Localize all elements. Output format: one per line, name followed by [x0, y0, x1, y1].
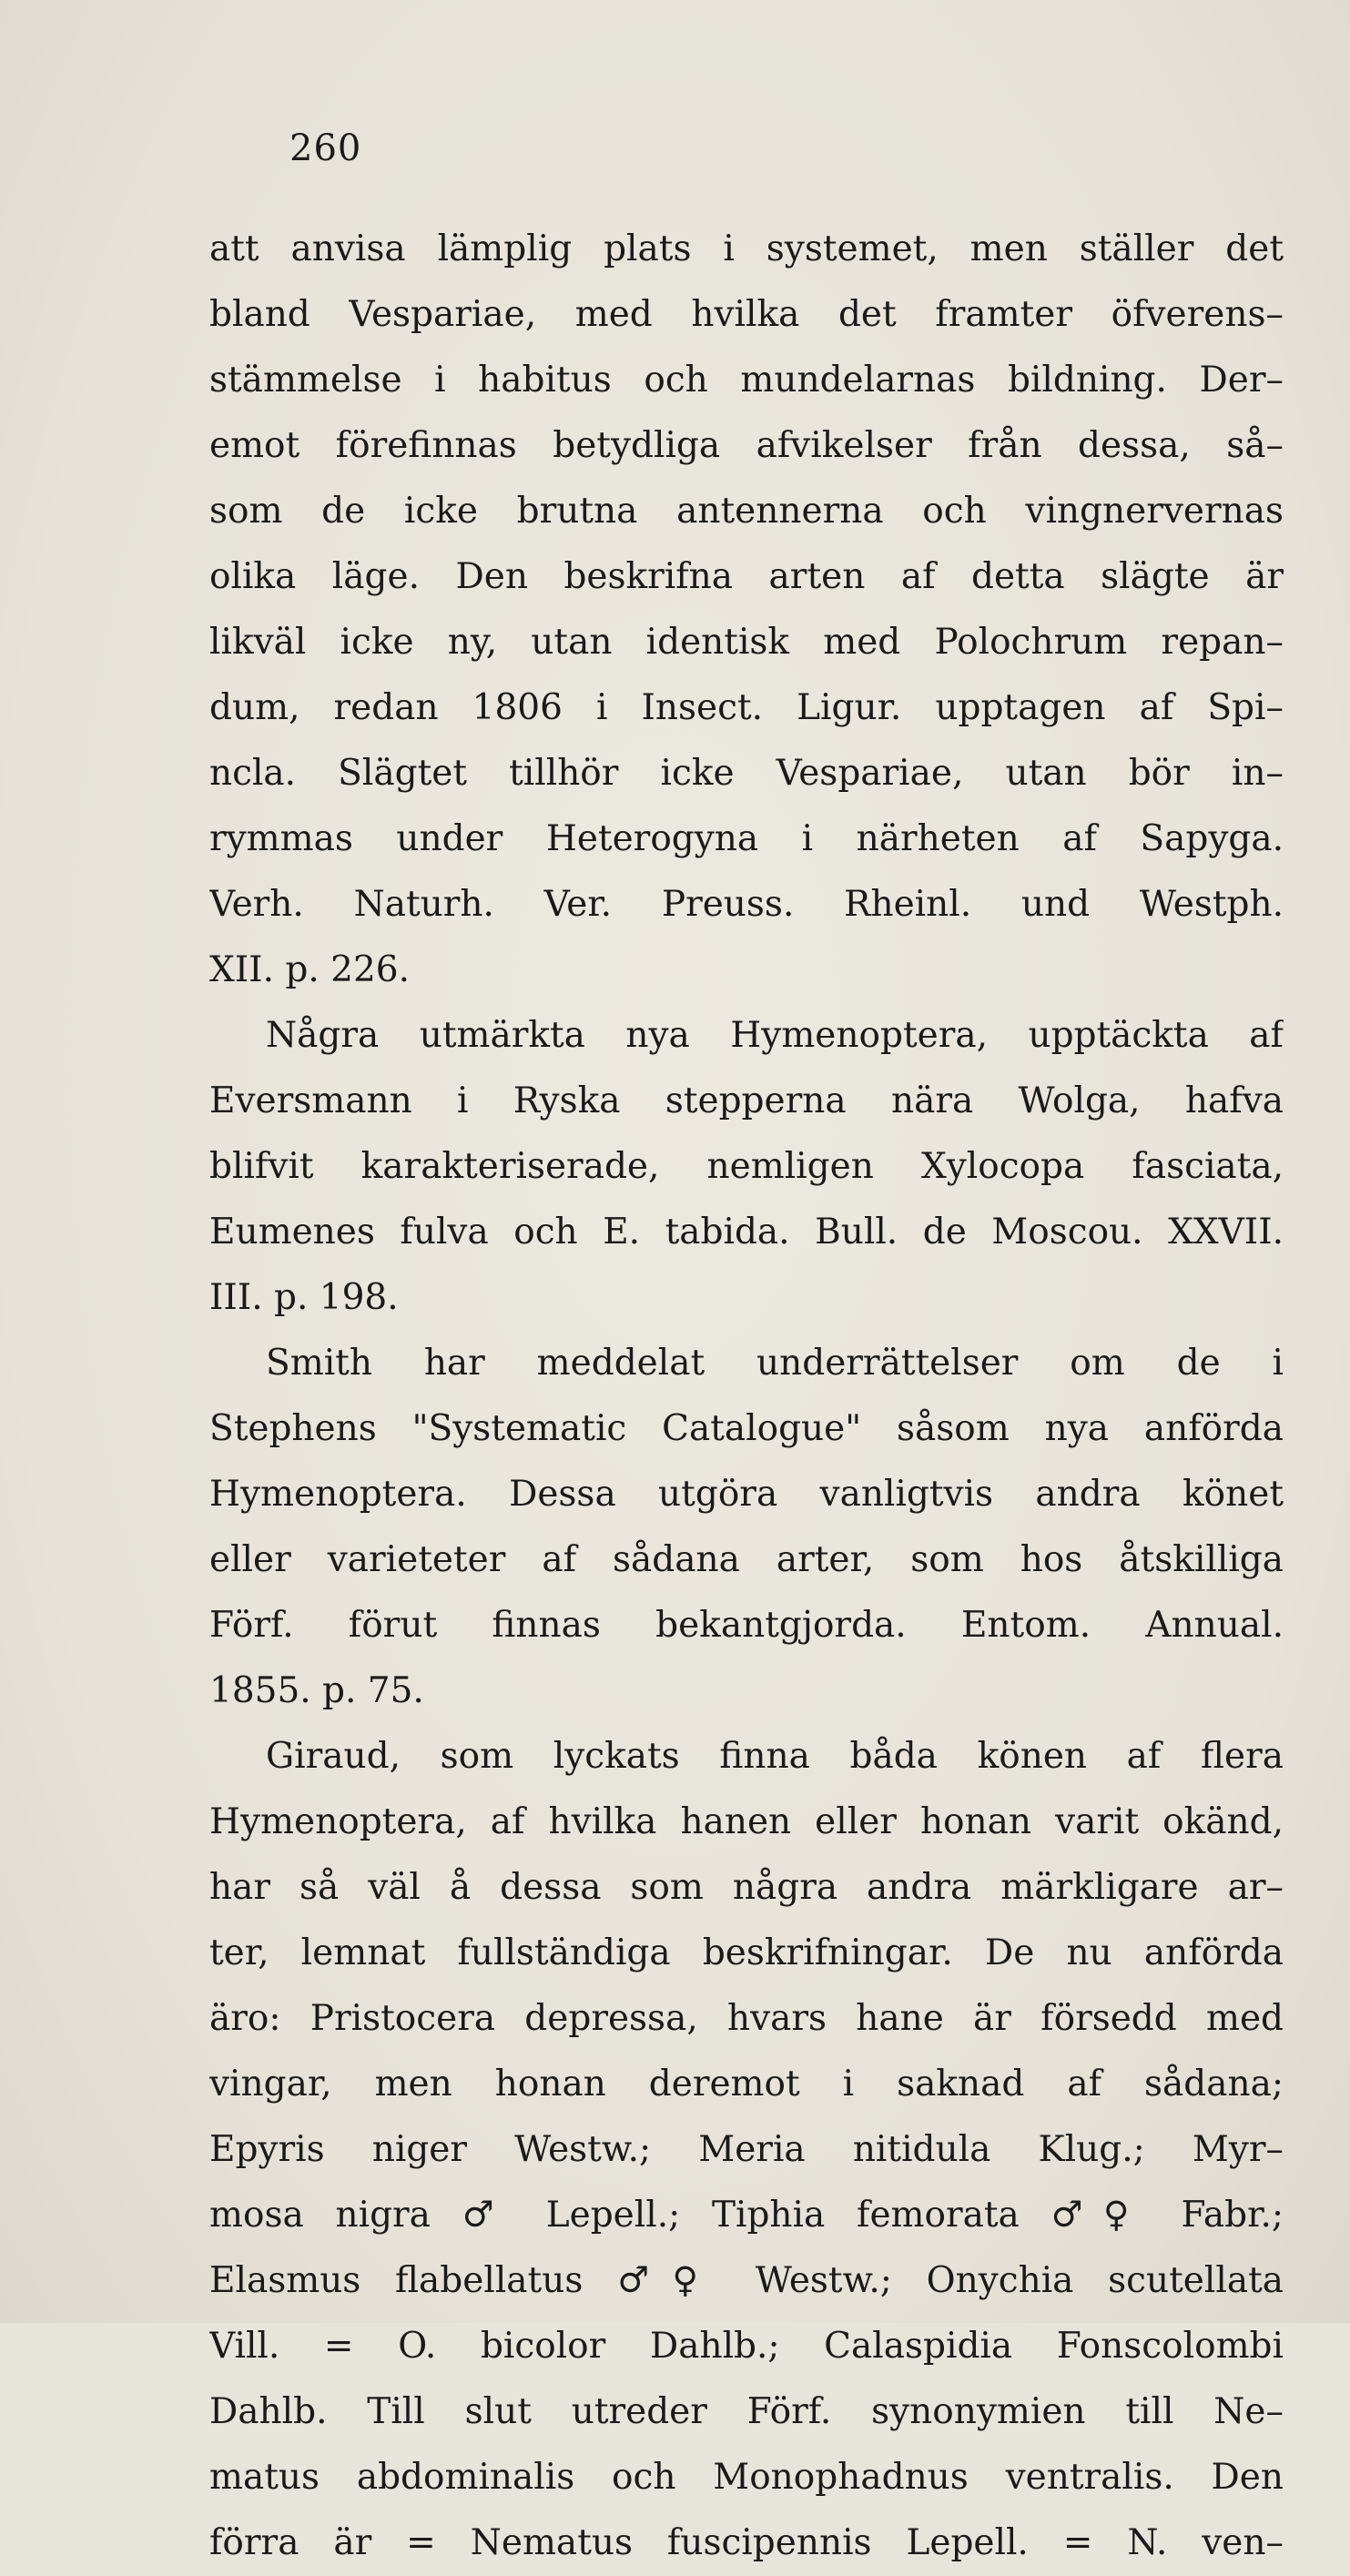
- text-line: Smith har meddelat underrättelser om de i: [266, 1343, 1284, 1384]
- text-line: dum, redan 1806 i Insect. Ligur. upptagen af Spi–: [209, 687, 1284, 728]
- text-line: Hymenoptera, af hvilka hanen eller honan varit okänd,: [209, 1801, 1284, 1842]
- text-line: vingar, men honan deremot i saknad af sådana;: [209, 2064, 1284, 2104]
- page-number: 260: [289, 127, 362, 169]
- text-line: Förf. förut finnas bekantgjorda. Entom. Annual.: [209, 1605, 1284, 1646]
- text-line: Eversmann i Ryska stepperna nära Wolga, hafva: [209, 1080, 1284, 1121]
- text-line: olika läge. Den beskrifna arten af detta slägte är: [209, 556, 1284, 597]
- text-line: ter, lemnat fullständiga beskrifningar. De nu anförda: [209, 1932, 1284, 1973]
- text-line: III. p. 198.: [209, 1277, 399, 1318]
- text-line: Vill. = O. bicolor Dahlb.; Calaspidia Fonscolombi: [209, 2326, 1284, 2367]
- text-line: Stephens "Systematic Catalogue" såsom nya anförda: [209, 1408, 1284, 1449]
- text-line: Giraud, som lyckats finna båda könen af flera: [266, 1736, 1284, 1777]
- text-line: Dahlb. Till slut utreder Förf. synonymien till Ne–: [209, 2391, 1284, 2432]
- text-line: ncla. Slägtet tillhör icke Vespariae, utan bör in–: [209, 753, 1284, 794]
- text-line: matus abdominalis och Monophadnus ventralis. Den: [209, 2457, 1284, 2498]
- text-line: eller varieteter af sådana arter, som hos åtskilliga: [209, 1539, 1284, 1580]
- body-text: [209, 217, 1284, 2576]
- text-line: Epyris niger Westw.; Meria nitidula Klug.; Myr–: [209, 2129, 1284, 2170]
- text-line: emot förefinnas betydliga afvikelser från dessa, så–: [209, 425, 1284, 466]
- text-line: likväl icke ny, utan identisk med Polochrum repan–: [209, 622, 1284, 663]
- text-line: Verh. Naturh. Ver. Preuss. Rheinl. und Westph.: [209, 884, 1284, 925]
- text-line: XII. p. 226.: [209, 949, 410, 990]
- text-line: att anvisa lämplig plats i systemet, men ställer det: [209, 228, 1284, 269]
- text-line: bland Vespariae, med hvilka det framter öfverens–: [209, 294, 1284, 335]
- text-line: som de icke brutna antennerna och vingnervernas: [209, 491, 1284, 532]
- text-line: Elasmus flabellatus ♂♀ Westw.; Onychia scutellata: [209, 2260, 1284, 2301]
- text-line: Några utmärkta nya Hymenoptera, upptäckta af: [266, 1015, 1284, 1056]
- text-line: har så väl å dessa som några andra märkligare ar–: [209, 1867, 1284, 1908]
- text-line: blifvit karakteriserade, nemligen Xylocopa fasciata,: [209, 1146, 1284, 1187]
- text-line: äro: Pristocera depressa, hvars hane är försedd med: [209, 1998, 1284, 2039]
- text-line: mosa nigra ♂ Lepell.; Tiphia femorata ♂♀ Fabr.;: [209, 2195, 1284, 2236]
- text-line: Hymenoptera. Dessa utgöra vanligtvis andra könet: [209, 1474, 1284, 1515]
- text-line: rymmas under Heterogyna i närheten af Sapyga.: [209, 818, 1284, 859]
- text-line: Eumenes fulva och E. tabida. Bull. de Moscou. XXVII.: [209, 1212, 1284, 1253]
- text-line: stämmelse i habitus och mundelarnas bildning. Der–: [209, 360, 1284, 401]
- text-line: förra är = Nematus fuscipennis Lepell. = N. ven–: [209, 2522, 1284, 2563]
- text-line: 1855. p. 75.: [209, 1670, 424, 1711]
